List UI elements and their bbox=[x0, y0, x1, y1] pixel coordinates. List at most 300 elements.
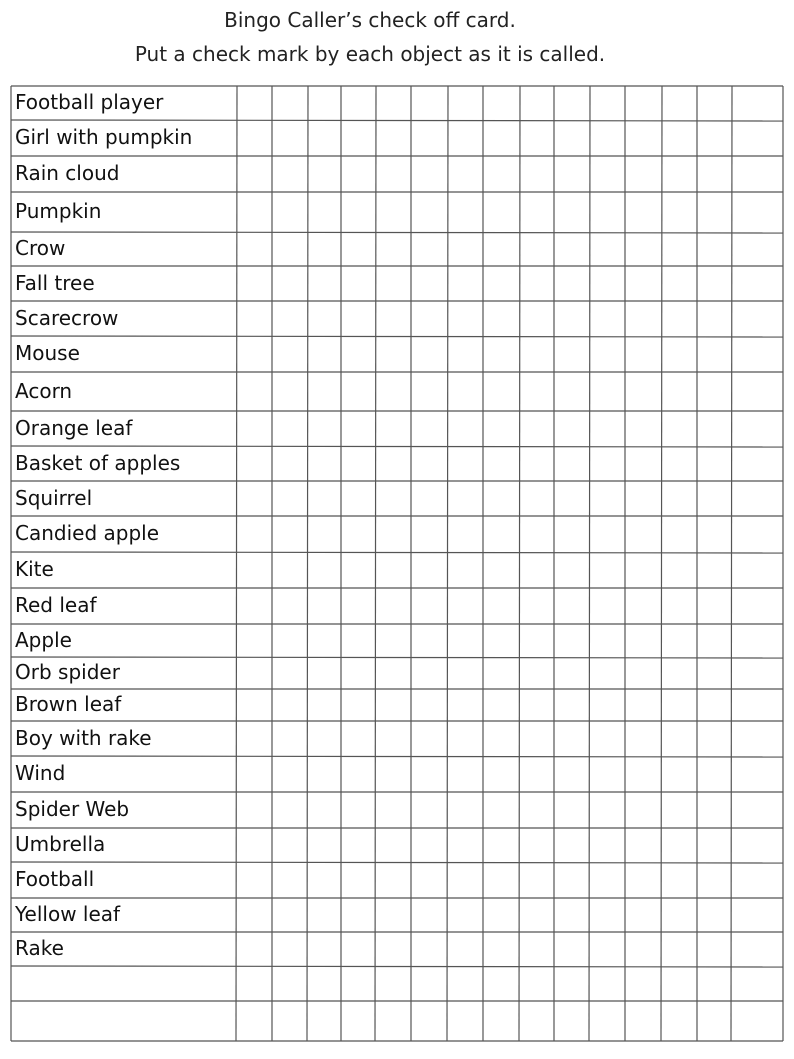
check-cell[interactable] bbox=[447, 689, 483, 721]
check-cell[interactable] bbox=[341, 756, 375, 792]
check-cell[interactable] bbox=[483, 552, 519, 588]
check-cell[interactable] bbox=[554, 828, 589, 862]
check-cell[interactable] bbox=[483, 446, 519, 481]
check-cell[interactable] bbox=[272, 372, 307, 411]
check-cell[interactable] bbox=[447, 552, 483, 588]
check-cell[interactable] bbox=[411, 792, 447, 828]
check-cell[interactable] bbox=[236, 588, 272, 624]
check-cell[interactable] bbox=[731, 552, 783, 588]
check-cell[interactable] bbox=[697, 1001, 731, 1041]
check-cell[interactable] bbox=[519, 588, 554, 624]
check-cell[interactable] bbox=[661, 120, 697, 156]
check-cell[interactable] bbox=[272, 192, 307, 232]
check-cell[interactable] bbox=[447, 156, 483, 192]
check-cell[interactable] bbox=[236, 266, 272, 301]
check-cell[interactable] bbox=[341, 516, 375, 552]
check-cell[interactable] bbox=[483, 266, 519, 301]
check-cell[interactable] bbox=[519, 898, 554, 932]
check-cell[interactable] bbox=[236, 301, 272, 336]
check-cell[interactable] bbox=[307, 966, 341, 1001]
check-cell[interactable] bbox=[731, 588, 783, 624]
check-cell[interactable] bbox=[375, 588, 411, 624]
check-cell[interactable] bbox=[447, 792, 483, 828]
check-cell[interactable] bbox=[519, 86, 554, 120]
check-cell[interactable] bbox=[554, 898, 589, 932]
check-cell[interactable] bbox=[236, 372, 272, 411]
check-cell[interactable] bbox=[236, 156, 272, 192]
check-cell[interactable] bbox=[236, 898, 272, 932]
check-cell[interactable] bbox=[411, 624, 447, 657]
check-cell[interactable] bbox=[589, 481, 625, 516]
check-cell[interactable] bbox=[341, 266, 375, 301]
check-cell[interactable] bbox=[589, 588, 625, 624]
check-cell[interactable] bbox=[236, 120, 272, 156]
check-cell[interactable] bbox=[625, 372, 661, 411]
check-cell[interactable] bbox=[272, 1001, 307, 1041]
check-cell[interactable] bbox=[697, 481, 731, 516]
check-cell[interactable] bbox=[661, 588, 697, 624]
check-cell[interactable] bbox=[554, 792, 589, 828]
check-cell[interactable] bbox=[589, 86, 625, 120]
check-cell[interactable] bbox=[447, 898, 483, 932]
check-cell[interactable] bbox=[554, 689, 589, 721]
check-cell[interactable] bbox=[519, 966, 554, 1001]
check-cell[interactable] bbox=[307, 301, 341, 336]
check-cell[interactable] bbox=[519, 721, 554, 756]
check-cell[interactable] bbox=[447, 192, 483, 232]
check-cell[interactable] bbox=[341, 120, 375, 156]
check-cell[interactable] bbox=[236, 792, 272, 828]
check-cell[interactable] bbox=[625, 516, 661, 552]
check-cell[interactable] bbox=[519, 120, 554, 156]
check-cell[interactable] bbox=[661, 192, 697, 232]
check-cell[interactable] bbox=[272, 86, 307, 120]
check-cell[interactable] bbox=[554, 481, 589, 516]
check-cell[interactable] bbox=[483, 516, 519, 552]
check-cell[interactable] bbox=[697, 932, 731, 966]
check-cell[interactable] bbox=[731, 828, 783, 862]
check-cell[interactable] bbox=[272, 552, 307, 588]
check-cell[interactable] bbox=[519, 657, 554, 689]
check-cell[interactable] bbox=[447, 232, 483, 266]
check-cell[interactable] bbox=[625, 756, 661, 792]
check-cell[interactable] bbox=[272, 657, 307, 689]
check-cell[interactable] bbox=[307, 411, 341, 446]
check-cell[interactable] bbox=[411, 756, 447, 792]
check-cell[interactable] bbox=[661, 689, 697, 721]
check-cell[interactable] bbox=[697, 862, 731, 898]
check-cell[interactable] bbox=[697, 301, 731, 336]
check-cell[interactable] bbox=[375, 232, 411, 266]
check-cell[interactable] bbox=[341, 301, 375, 336]
check-cell[interactable] bbox=[589, 828, 625, 862]
check-cell[interactable] bbox=[697, 588, 731, 624]
check-cell[interactable] bbox=[589, 301, 625, 336]
check-cell[interactable] bbox=[341, 721, 375, 756]
check-cell[interactable] bbox=[375, 372, 411, 411]
check-cell[interactable] bbox=[307, 481, 341, 516]
check-cell[interactable] bbox=[483, 1001, 519, 1041]
check-cell[interactable] bbox=[447, 828, 483, 862]
check-cell[interactable] bbox=[554, 657, 589, 689]
check-cell[interactable] bbox=[341, 862, 375, 898]
check-cell[interactable] bbox=[483, 898, 519, 932]
check-cell[interactable] bbox=[697, 756, 731, 792]
check-cell[interactable] bbox=[411, 516, 447, 552]
check-cell[interactable] bbox=[341, 156, 375, 192]
check-cell[interactable] bbox=[731, 156, 783, 192]
check-cell[interactable] bbox=[272, 446, 307, 481]
check-cell[interactable] bbox=[411, 966, 447, 1001]
check-cell[interactable] bbox=[589, 266, 625, 301]
check-cell[interactable] bbox=[447, 721, 483, 756]
check-cell[interactable] bbox=[307, 828, 341, 862]
check-cell[interactable] bbox=[554, 516, 589, 552]
check-cell[interactable] bbox=[697, 86, 731, 120]
check-cell[interactable] bbox=[447, 446, 483, 481]
check-cell[interactable] bbox=[554, 966, 589, 1001]
check-cell[interactable] bbox=[661, 301, 697, 336]
check-cell[interactable] bbox=[483, 657, 519, 689]
check-cell[interactable] bbox=[447, 756, 483, 792]
check-cell[interactable] bbox=[731, 192, 783, 232]
check-cell[interactable] bbox=[236, 721, 272, 756]
check-cell[interactable] bbox=[483, 481, 519, 516]
check-cell[interactable] bbox=[236, 411, 272, 446]
check-cell[interactable] bbox=[307, 120, 341, 156]
check-cell[interactable] bbox=[589, 898, 625, 932]
check-cell[interactable] bbox=[375, 192, 411, 232]
check-cell[interactable] bbox=[661, 232, 697, 266]
check-cell[interactable] bbox=[661, 721, 697, 756]
check-cell[interactable] bbox=[661, 624, 697, 657]
check-cell[interactable] bbox=[272, 411, 307, 446]
check-cell[interactable] bbox=[625, 86, 661, 120]
check-cell[interactable] bbox=[411, 232, 447, 266]
check-cell[interactable] bbox=[625, 446, 661, 481]
check-cell[interactable] bbox=[411, 552, 447, 588]
check-cell[interactable] bbox=[236, 657, 272, 689]
check-cell[interactable] bbox=[236, 689, 272, 721]
check-cell[interactable] bbox=[589, 657, 625, 689]
check-cell[interactable] bbox=[272, 966, 307, 1001]
check-cell[interactable] bbox=[272, 828, 307, 862]
check-cell[interactable] bbox=[697, 552, 731, 588]
check-cell[interactable] bbox=[411, 446, 447, 481]
check-cell[interactable] bbox=[447, 966, 483, 1001]
check-cell[interactable] bbox=[661, 481, 697, 516]
check-cell[interactable] bbox=[731, 516, 783, 552]
check-cell[interactable] bbox=[554, 301, 589, 336]
check-cell[interactable] bbox=[447, 266, 483, 301]
check-cell[interactable] bbox=[307, 862, 341, 898]
check-cell[interactable] bbox=[375, 446, 411, 481]
check-cell[interactable] bbox=[731, 966, 783, 1001]
check-cell[interactable] bbox=[341, 792, 375, 828]
check-cell[interactable] bbox=[625, 156, 661, 192]
check-cell[interactable] bbox=[697, 156, 731, 192]
check-cell[interactable] bbox=[375, 898, 411, 932]
check-cell[interactable] bbox=[519, 411, 554, 446]
check-cell[interactable] bbox=[589, 862, 625, 898]
check-cell[interactable] bbox=[731, 120, 783, 156]
check-cell[interactable] bbox=[341, 192, 375, 232]
check-cell[interactable] bbox=[519, 192, 554, 232]
check-cell[interactable] bbox=[625, 721, 661, 756]
check-cell[interactable] bbox=[483, 156, 519, 192]
check-cell[interactable] bbox=[447, 862, 483, 898]
check-cell[interactable] bbox=[589, 120, 625, 156]
check-cell[interactable] bbox=[272, 792, 307, 828]
check-cell[interactable] bbox=[697, 372, 731, 411]
check-cell[interactable] bbox=[731, 689, 783, 721]
check-cell[interactable] bbox=[625, 828, 661, 862]
check-cell[interactable] bbox=[236, 336, 272, 372]
check-cell[interactable] bbox=[519, 932, 554, 966]
check-cell[interactable] bbox=[661, 552, 697, 588]
check-cell[interactable] bbox=[697, 721, 731, 756]
check-cell[interactable] bbox=[519, 624, 554, 657]
check-cell[interactable] bbox=[731, 657, 783, 689]
check-cell[interactable] bbox=[307, 932, 341, 966]
check-cell[interactable] bbox=[411, 372, 447, 411]
check-cell[interactable] bbox=[341, 411, 375, 446]
check-cell[interactable] bbox=[625, 588, 661, 624]
check-cell[interactable] bbox=[731, 266, 783, 301]
check-cell[interactable] bbox=[483, 301, 519, 336]
check-cell[interactable] bbox=[625, 266, 661, 301]
check-cell[interactable] bbox=[375, 966, 411, 1001]
check-cell[interactable] bbox=[661, 411, 697, 446]
check-cell[interactable] bbox=[483, 932, 519, 966]
check-cell[interactable] bbox=[272, 932, 307, 966]
check-cell[interactable] bbox=[697, 624, 731, 657]
check-cell[interactable] bbox=[411, 828, 447, 862]
check-cell[interactable] bbox=[697, 446, 731, 481]
check-cell[interactable] bbox=[625, 1001, 661, 1041]
check-cell[interactable] bbox=[411, 481, 447, 516]
check-cell[interactable] bbox=[519, 481, 554, 516]
check-cell[interactable] bbox=[341, 624, 375, 657]
check-cell[interactable] bbox=[307, 689, 341, 721]
check-cell[interactable] bbox=[661, 756, 697, 792]
check-cell[interactable] bbox=[554, 552, 589, 588]
check-cell[interactable] bbox=[731, 232, 783, 266]
check-cell[interactable] bbox=[375, 266, 411, 301]
check-cell[interactable] bbox=[625, 966, 661, 1001]
check-cell[interactable] bbox=[519, 689, 554, 721]
check-cell[interactable] bbox=[554, 86, 589, 120]
check-cell[interactable] bbox=[554, 192, 589, 232]
check-cell[interactable] bbox=[307, 372, 341, 411]
check-cell[interactable] bbox=[307, 756, 341, 792]
check-cell[interactable] bbox=[731, 336, 783, 372]
check-cell[interactable] bbox=[272, 301, 307, 336]
check-cell[interactable] bbox=[236, 481, 272, 516]
check-cell[interactable] bbox=[375, 1001, 411, 1041]
check-cell[interactable] bbox=[341, 657, 375, 689]
check-cell[interactable] bbox=[236, 756, 272, 792]
check-cell[interactable] bbox=[661, 372, 697, 411]
check-cell[interactable] bbox=[731, 372, 783, 411]
check-cell[interactable] bbox=[519, 156, 554, 192]
check-cell[interactable] bbox=[447, 336, 483, 372]
check-cell[interactable] bbox=[661, 516, 697, 552]
check-cell[interactable] bbox=[625, 192, 661, 232]
check-cell[interactable] bbox=[375, 481, 411, 516]
check-cell[interactable] bbox=[661, 966, 697, 1001]
check-cell[interactable] bbox=[554, 232, 589, 266]
check-cell[interactable] bbox=[731, 721, 783, 756]
check-cell[interactable] bbox=[697, 966, 731, 1001]
check-cell[interactable] bbox=[307, 156, 341, 192]
check-cell[interactable] bbox=[697, 192, 731, 232]
check-cell[interactable] bbox=[625, 689, 661, 721]
check-cell[interactable] bbox=[554, 588, 589, 624]
check-cell[interactable] bbox=[272, 721, 307, 756]
check-cell[interactable] bbox=[341, 689, 375, 721]
check-cell[interactable] bbox=[411, 898, 447, 932]
check-cell[interactable] bbox=[483, 588, 519, 624]
check-cell[interactable] bbox=[236, 232, 272, 266]
check-cell[interactable] bbox=[236, 862, 272, 898]
check-cell[interactable] bbox=[661, 86, 697, 120]
check-cell[interactable] bbox=[236, 446, 272, 481]
check-cell[interactable] bbox=[519, 792, 554, 828]
check-cell[interactable] bbox=[483, 689, 519, 721]
check-cell[interactable] bbox=[307, 624, 341, 657]
check-cell[interactable] bbox=[589, 411, 625, 446]
check-cell[interactable] bbox=[375, 932, 411, 966]
check-cell[interactable] bbox=[589, 192, 625, 232]
check-cell[interactable] bbox=[341, 898, 375, 932]
check-cell[interactable] bbox=[375, 552, 411, 588]
check-cell[interactable] bbox=[519, 232, 554, 266]
check-cell[interactable] bbox=[447, 657, 483, 689]
check-cell[interactable] bbox=[519, 1001, 554, 1041]
check-cell[interactable] bbox=[341, 86, 375, 120]
check-cell[interactable] bbox=[519, 516, 554, 552]
check-cell[interactable] bbox=[589, 336, 625, 372]
check-cell[interactable] bbox=[272, 898, 307, 932]
check-cell[interactable] bbox=[625, 481, 661, 516]
check-cell[interactable] bbox=[697, 120, 731, 156]
check-cell[interactable] bbox=[625, 120, 661, 156]
check-cell[interactable] bbox=[661, 898, 697, 932]
check-cell[interactable] bbox=[554, 156, 589, 192]
check-cell[interactable] bbox=[731, 446, 783, 481]
check-cell[interactable] bbox=[661, 932, 697, 966]
check-cell[interactable] bbox=[589, 624, 625, 657]
check-cell[interactable] bbox=[341, 446, 375, 481]
check-cell[interactable] bbox=[236, 966, 272, 1001]
check-cell[interactable] bbox=[554, 372, 589, 411]
check-cell[interactable] bbox=[447, 481, 483, 516]
check-cell[interactable] bbox=[731, 898, 783, 932]
check-cell[interactable] bbox=[236, 516, 272, 552]
check-cell[interactable] bbox=[411, 721, 447, 756]
check-cell[interactable] bbox=[589, 372, 625, 411]
check-cell[interactable] bbox=[375, 756, 411, 792]
check-cell[interactable] bbox=[341, 336, 375, 372]
check-cell[interactable] bbox=[519, 446, 554, 481]
check-cell[interactable] bbox=[375, 516, 411, 552]
check-cell[interactable] bbox=[447, 932, 483, 966]
check-cell[interactable] bbox=[272, 156, 307, 192]
check-cell[interactable] bbox=[661, 862, 697, 898]
check-cell[interactable] bbox=[519, 336, 554, 372]
check-cell[interactable] bbox=[554, 411, 589, 446]
check-cell[interactable] bbox=[483, 232, 519, 266]
check-cell[interactable] bbox=[731, 756, 783, 792]
check-cell[interactable] bbox=[661, 1001, 697, 1041]
check-cell[interactable] bbox=[375, 828, 411, 862]
check-cell[interactable] bbox=[731, 862, 783, 898]
check-cell[interactable] bbox=[697, 266, 731, 301]
check-cell[interactable] bbox=[589, 516, 625, 552]
check-cell[interactable] bbox=[236, 552, 272, 588]
check-cell[interactable] bbox=[483, 86, 519, 120]
check-cell[interactable] bbox=[272, 588, 307, 624]
check-cell[interactable] bbox=[447, 624, 483, 657]
check-cell[interactable] bbox=[483, 862, 519, 898]
check-cell[interactable] bbox=[625, 898, 661, 932]
check-cell[interactable] bbox=[307, 266, 341, 301]
check-cell[interactable] bbox=[236, 192, 272, 232]
check-cell[interactable] bbox=[697, 689, 731, 721]
check-cell[interactable] bbox=[375, 336, 411, 372]
check-cell[interactable] bbox=[375, 301, 411, 336]
check-cell[interactable] bbox=[483, 336, 519, 372]
check-cell[interactable] bbox=[307, 792, 341, 828]
check-cell[interactable] bbox=[661, 828, 697, 862]
check-cell[interactable] bbox=[411, 411, 447, 446]
check-cell[interactable] bbox=[589, 156, 625, 192]
check-cell[interactable] bbox=[483, 756, 519, 792]
check-cell[interactable] bbox=[519, 862, 554, 898]
check-cell[interactable] bbox=[375, 120, 411, 156]
check-cell[interactable] bbox=[411, 156, 447, 192]
check-cell[interactable] bbox=[307, 657, 341, 689]
check-cell[interactable] bbox=[625, 932, 661, 966]
check-cell[interactable] bbox=[447, 120, 483, 156]
check-cell[interactable] bbox=[272, 232, 307, 266]
check-cell[interactable] bbox=[411, 120, 447, 156]
check-cell[interactable] bbox=[731, 932, 783, 966]
check-cell[interactable] bbox=[447, 588, 483, 624]
check-cell[interactable] bbox=[661, 266, 697, 301]
check-cell[interactable] bbox=[375, 411, 411, 446]
check-cell[interactable] bbox=[731, 624, 783, 657]
check-cell[interactable] bbox=[483, 192, 519, 232]
check-cell[interactable] bbox=[483, 624, 519, 657]
check-cell[interactable] bbox=[272, 516, 307, 552]
check-cell[interactable] bbox=[272, 624, 307, 657]
check-cell[interactable] bbox=[625, 624, 661, 657]
check-cell[interactable] bbox=[661, 446, 697, 481]
check-cell[interactable] bbox=[411, 657, 447, 689]
check-cell[interactable] bbox=[697, 232, 731, 266]
check-cell[interactable] bbox=[236, 86, 272, 120]
check-cell[interactable] bbox=[554, 266, 589, 301]
check-cell[interactable] bbox=[307, 721, 341, 756]
check-cell[interactable] bbox=[519, 552, 554, 588]
check-cell[interactable] bbox=[341, 932, 375, 966]
check-cell[interactable] bbox=[375, 792, 411, 828]
check-cell[interactable] bbox=[272, 862, 307, 898]
check-cell[interactable] bbox=[554, 120, 589, 156]
check-cell[interactable] bbox=[341, 372, 375, 411]
